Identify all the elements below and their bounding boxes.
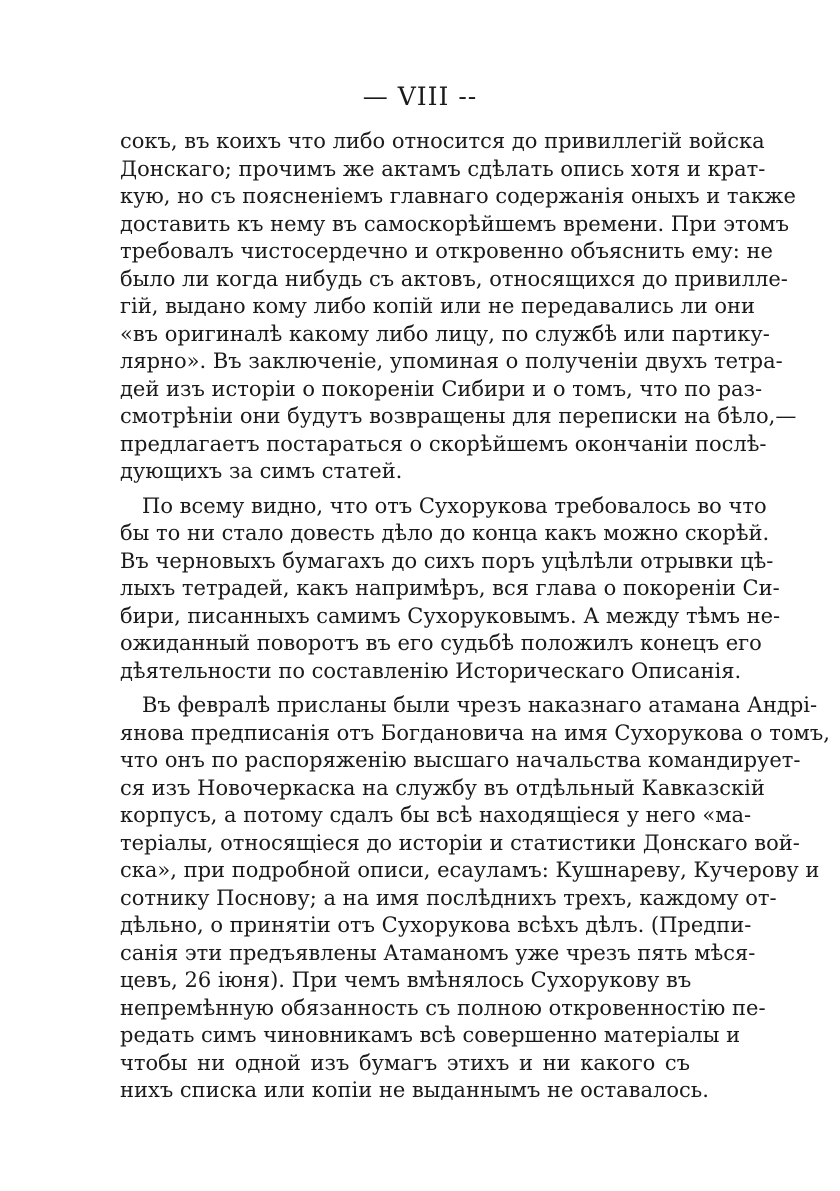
text-line: чтобы ни одной изъ бумагъ этихъ и ни какого съ bbox=[120, 1050, 690, 1075]
paragraph-2 bbox=[120, 493, 781, 686]
text-line: ся изъ Новочеркаска на службу въ отдѣльный Кавказскій bbox=[120, 775, 765, 800]
text-line: дующихъ за симъ статей. bbox=[120, 459, 403, 483]
text-line: редать симъ чиновникамъ всѣ совершенно матеріалы и bbox=[120, 1023, 741, 1047]
text-line: лыхъ тетрадей, какъ напримѣръ, вся глава о покореніи Си- bbox=[120, 576, 780, 600]
text-line: ожиданный поворотъ въ его судьбѣ положилъ конецъ его bbox=[120, 631, 762, 655]
text-line: ска», при подробной описи, есауламъ: Кушнареву, Кучерову и bbox=[120, 858, 820, 882]
text-line: теріалы, относящіеся до исторіи и статистики Донскаго вой- bbox=[120, 830, 800, 855]
text-line: гій, выдано кому либо копій или не передавались ли они bbox=[120, 294, 756, 318]
text-line: бы то ни стало довесть дѣло до конца какъ можно скорѣй. bbox=[120, 521, 770, 545]
text-line: цевъ, 26 іюня). При чемъ вмѣнялось Сухорукову въ bbox=[120, 968, 692, 992]
text-line: санія эти предъявлены Атаманомъ уже чрезъ пять мѣся- bbox=[120, 940, 756, 965]
text-line: янова предписанія отъ Богдановича на имя Сухорукова о томъ, bbox=[120, 720, 830, 745]
text-line: предлагаетъ постараться о скорѣйшемъ окончаніи послѣ- bbox=[120, 431, 767, 456]
text-line: сотнику Поснову; а на имя послѣднихъ трехъ, каждому от- bbox=[120, 885, 777, 910]
text-line: Донскаго; прочимъ же актамъ сдѣлать опись хотя и крат- bbox=[120, 156, 766, 181]
text-line: Въ черновыхъ бумагахъ до сихъ поръ уцѣлѣли отрывки цѣ- bbox=[120, 548, 774, 573]
text-line: кую, но съ поясненіемъ главнаго содержанія оныхъ и также bbox=[120, 184, 796, 208]
text-line: что онъ по распоряженію высшаго начальства командирует- bbox=[120, 748, 801, 772]
text-line: корпусъ, а потому сдалъ бы всѣ находящіеся у него «ма- bbox=[120, 803, 752, 827]
text-line: лярно». Въ заключеніе, упоминая о полученіи двухъ тетра- bbox=[120, 349, 783, 373]
text-line: нихъ списка или копіи не выданнымъ не оставалось. bbox=[120, 1078, 709, 1102]
page-number: — VIII -- bbox=[362, 82, 478, 111]
text-line: По всему видно, что отъ Сухорукова требовалось во что bbox=[142, 493, 767, 518]
document-body bbox=[120, 128, 830, 1112]
text-line: требовалъ чистосердечно и откровенно объяснить ему: не bbox=[120, 239, 773, 263]
paragraph-1 bbox=[120, 128, 797, 486]
text-line: Въ февралѣ присланы были чрезъ наказнаго атамана Андрі- bbox=[142, 693, 818, 717]
text-line: смотрѣніи они будутъ возвращены для переписки на бѣло,— bbox=[120, 404, 797, 428]
text-line: дѣятельности по составленію Историческаго Описанія. bbox=[120, 658, 742, 683]
text-line: бири, писанныхъ самимъ Сухоруковымъ. А между тѣмъ не- bbox=[120, 603, 781, 628]
text-line: дѣльно, о принятіи отъ Сухорукова всѣхъ дѣлъ. (Предпи- bbox=[120, 913, 752, 937]
text-line: сокъ, въ коихъ что либо относится до привиллегій войска bbox=[120, 129, 765, 153]
text-line: дей изъ исторіи о покореніи Сибири и о томъ, что по рaз- bbox=[120, 376, 763, 401]
text-line: было ли когда нибудь съ актовъ, относящихся до привиллe- bbox=[120, 266, 788, 291]
paragraph-3 bbox=[120, 692, 830, 1105]
text-line: доставить къ нему въ самоскорѣйшемъ времени. При этомъ bbox=[120, 211, 789, 236]
text-line: «въ оригиналѣ какому либо лицу, по службѣ или партику- bbox=[120, 321, 770, 346]
text-line: непремѣнную обязанность съ полною откровенностію пе- bbox=[120, 995, 766, 1020]
